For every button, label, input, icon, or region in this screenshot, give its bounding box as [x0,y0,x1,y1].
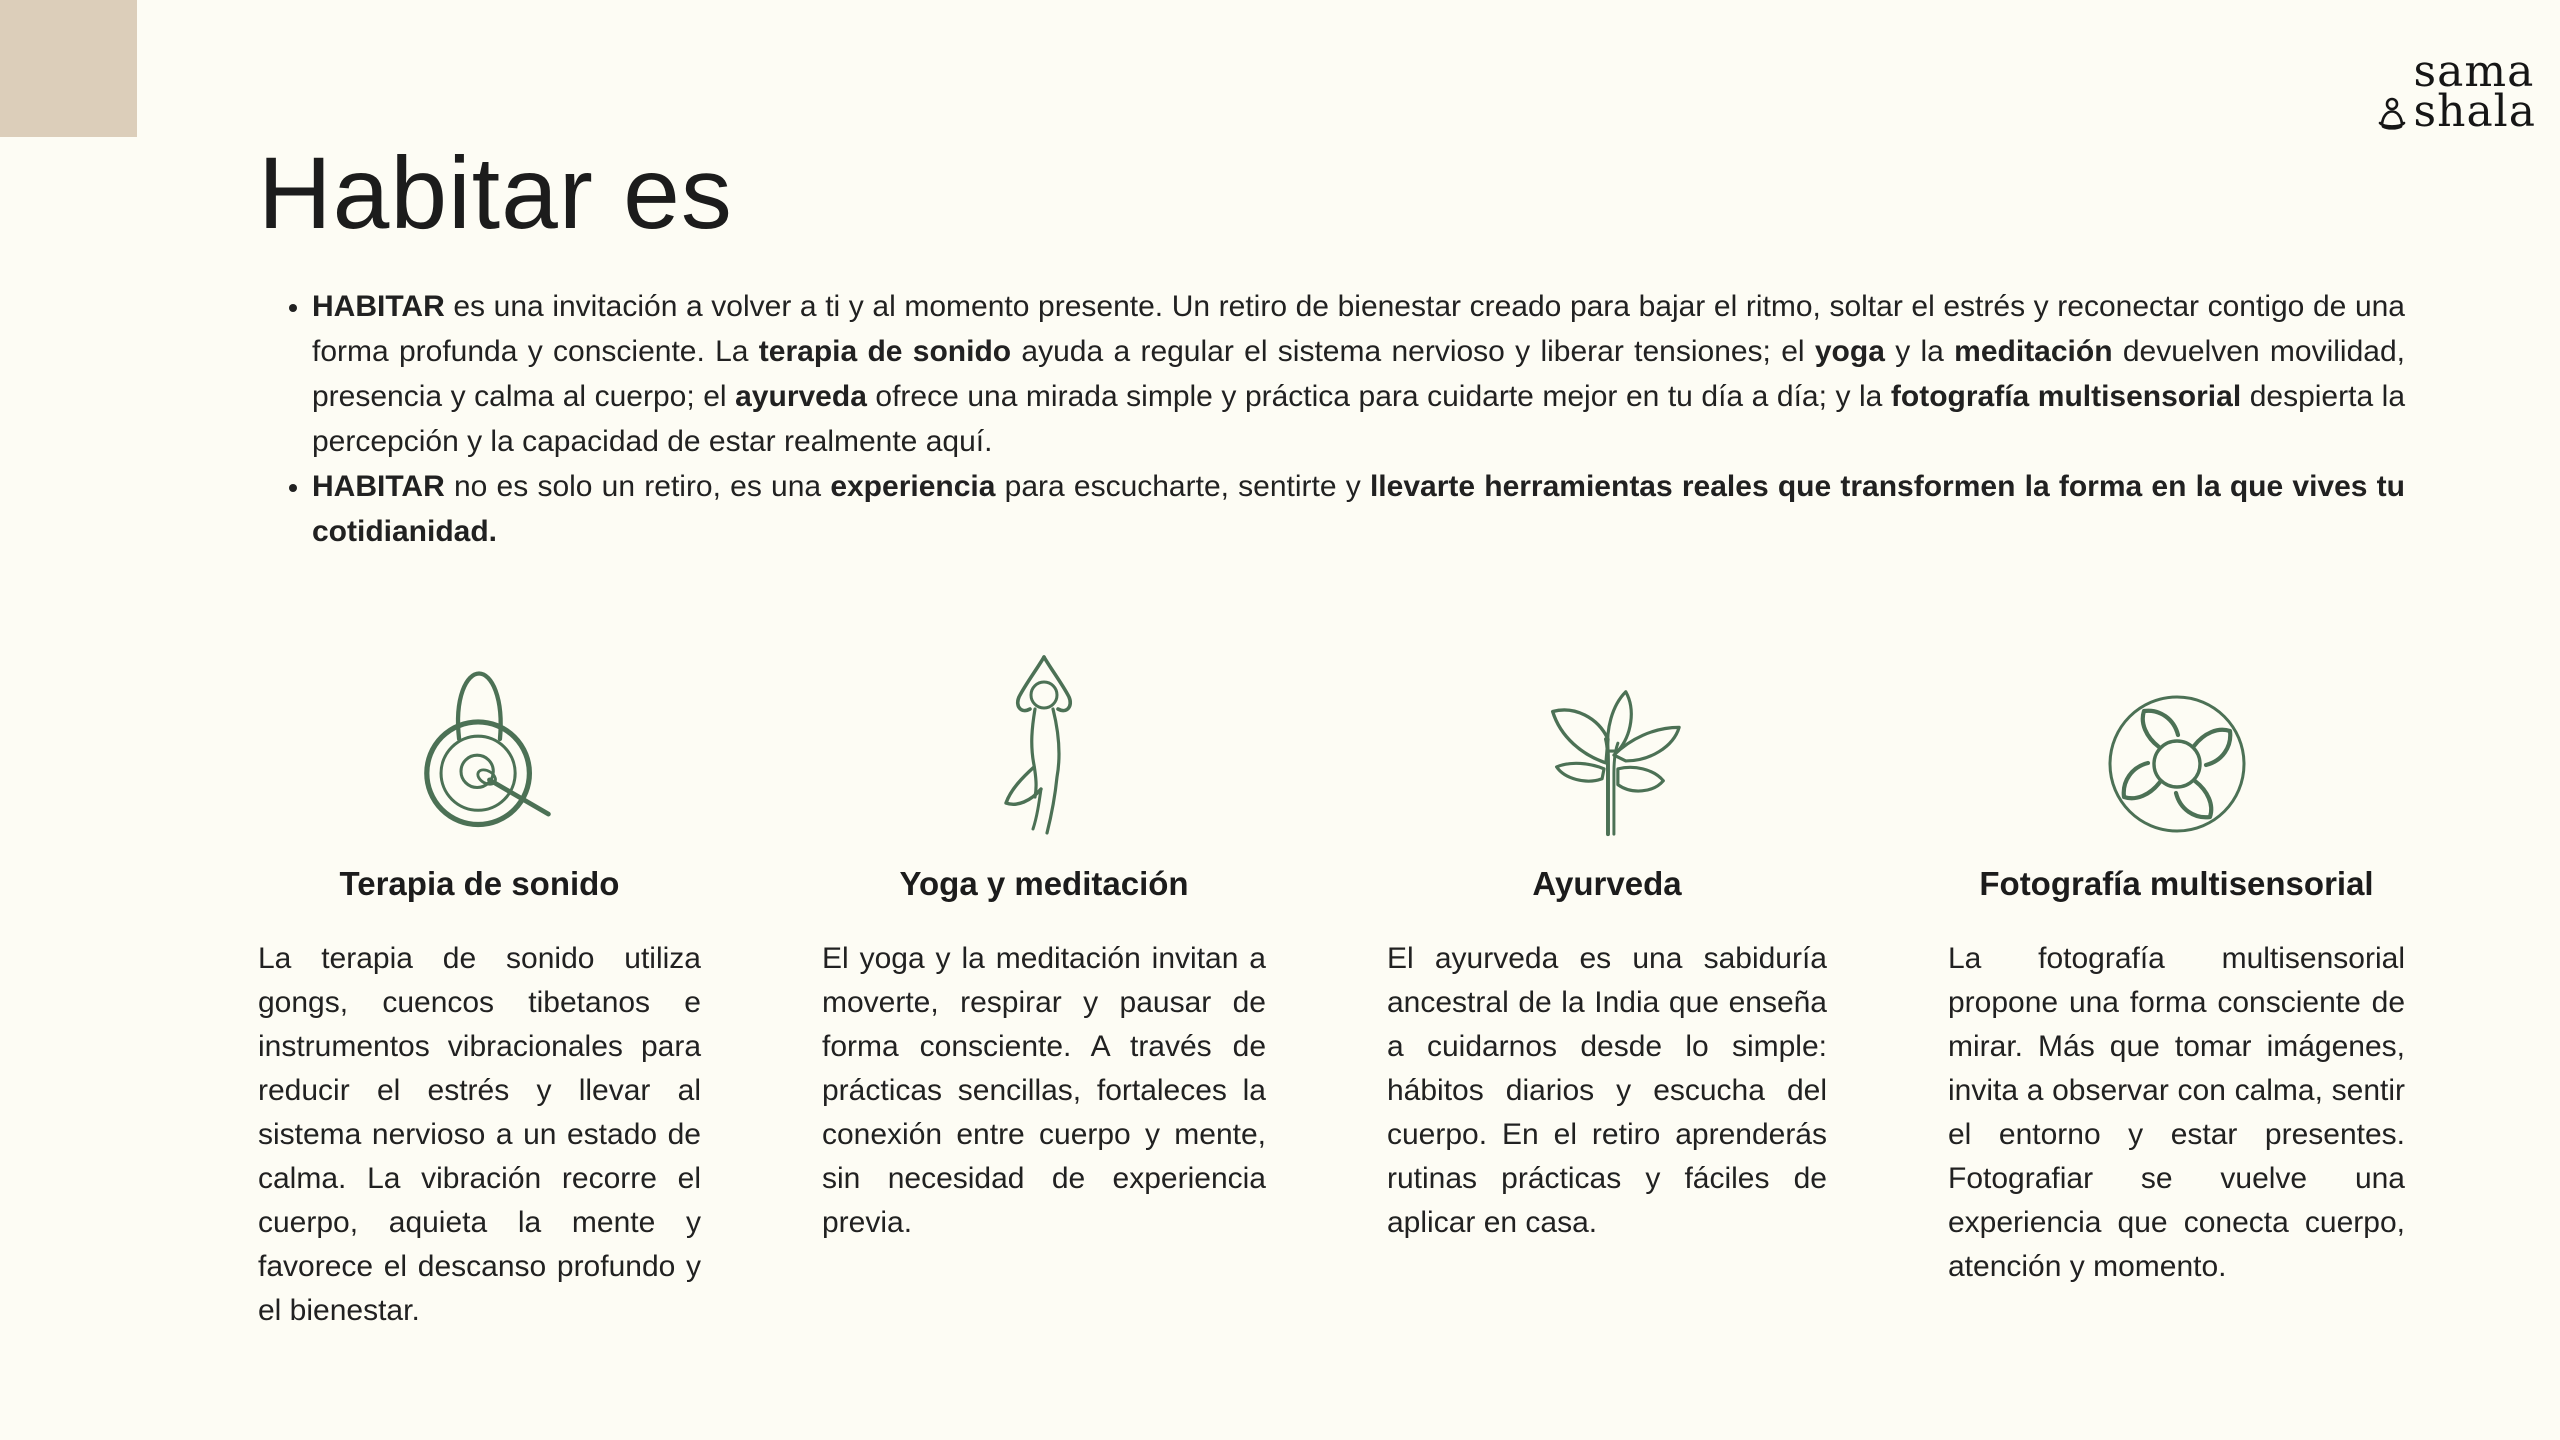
gong-icon [404,659,556,839]
pillar-yoga-meditacion [822,649,1266,1333]
pillar-body: La terapia de sonido utiliza gongs, cuencos tibetanos e instrumentos vibracionales para reducir el estrés y llevar al sistema nervioso a un estado de calma. La vibración recorre el cuerpo, aquieta la mente y favorece el descanso profundo y el bienestar. [258,942,701,1328]
intro-bullet-2: • HABITAR no es solo un retiro, es una experiencia para escucharte, sentirte y llevarte herramientas reales que transformen la forma en la que vives tu cotidianidad. [312,464,2405,554]
logo-word-shala: shala [2413,86,2536,138]
intro-bullet-1: • HABITAR es una invitación a volver a ti y al momento presente. Un retiro de bienestar creado para bajar el ritmo, soltar el estrés y reconectar contigo de una forma profunda y consciente. La terapia de sonido ayuda a regular el sistema nervioso y liberar tensiones; el yoga y la meditación devuelven movilidad, presencia y calma al cuerpo; el ayurveda ofrece una mirada simple y práctica para cuidarte mejor en tu día a día; y la fotografía multisensorial despierta la percepción y la capacidad de estar realmente aquí. [312,284,2405,464]
yoga-pose-icon [989,647,1099,839]
pillar-fotografia-multisensorial [1948,649,2405,1333]
pillar-ayurveda [1387,649,1827,1333]
pillars-section [258,649,2405,1333]
intro-bullet-list [258,284,2405,554]
pillar-heading: Yoga y meditación [899,865,1189,903]
pillar-body: El ayurveda es una sabiduría ancestral de la India que enseña a cuidarnos desde lo simple: hábitos diarios y escucha del cuerpo. En el retiro aprenderás rutinas prácticas y fáciles de aplicar en casa. [1387,942,1827,1240]
plant-icon [1523,677,1691,839]
slide-content [258,0,2405,1333]
pillar-body: La fotografía multisensorial propone una forma consciente de mirar. Más que tomar imágenes, invita a observar con calma, sentir el entorno y estar presentes. Fotografiar se vuelve una experiencia que conecta cuerpo, atención y momento. [1948,942,2405,1284]
page-title: Habitar es [258,136,733,250]
pillar-body: El yoga y la meditación invitan a moverte, respirar y pausar de forma consciente. A través de prácticas sencillas, fortaleces la conexión entre cuerpo y mente, sin necesidad de experiencia previa. [822,942,1266,1240]
lens-flower-icon [2102,689,2252,839]
pillar-terapia-de-sonido [258,649,701,1333]
pillar-heading: Ayurveda [1532,865,1682,903]
corner-accent-block [0,0,137,137]
logo-word-sama: sama [2413,46,2535,97]
pillar-heading: Fotografía multisensorial [1979,865,2374,903]
pillar-heading: Terapia de sonido [339,865,620,903]
